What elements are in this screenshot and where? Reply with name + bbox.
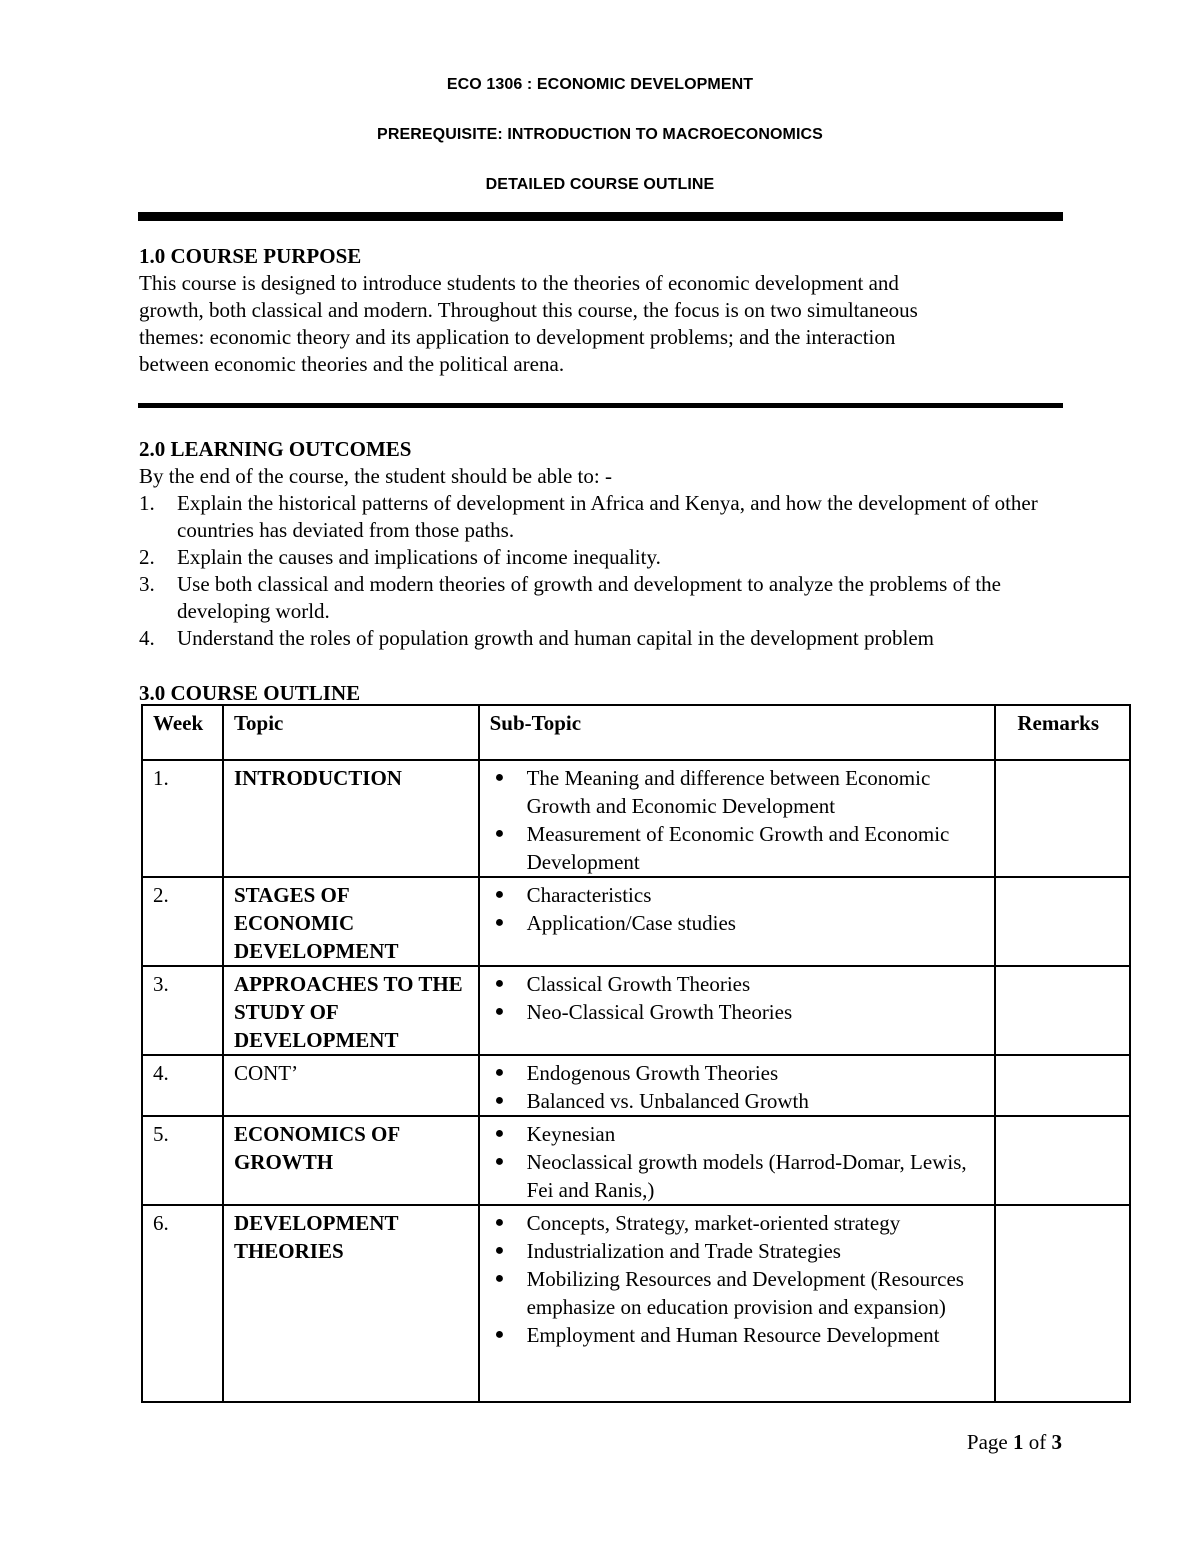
column-header-remarks: Remarks	[995, 705, 1130, 760]
learning-outcomes-list	[139, 490, 1069, 652]
subtopic-cell	[479, 877, 995, 966]
outcome-text: Explain the causes and implications of income inequality.	[177, 545, 661, 569]
bullet-icon: ●	[494, 914, 505, 931]
course-purpose-section	[139, 243, 1069, 378]
remarks-cell	[995, 966, 1130, 1055]
bullet-icon: ●	[494, 769, 505, 786]
page-of: of	[1028, 1430, 1047, 1454]
subtopic-text: Employment and Human Resource Development	[526, 1323, 940, 1347]
week-cell: 3.	[142, 966, 223, 1055]
subtopic-item	[490, 820, 986, 876]
section-divider	[138, 403, 1063, 408]
subtopic-list	[490, 1209, 986, 1349]
subtopic-cell	[479, 760, 995, 877]
section-divider	[138, 212, 1063, 221]
subtopic-text: Measurement of Economic Growth and Economic Development	[526, 822, 950, 874]
subtopic-item	[490, 970, 986, 998]
bullet-icon: ●	[494, 1214, 505, 1231]
outcome-text: Use both classical and modern theories of growth and development to analyze the problems of the developing world.	[177, 572, 1002, 623]
bullet-icon: ●	[494, 1003, 505, 1020]
week-cell: 1.	[142, 760, 223, 877]
subtopic-text: Neo-Classical Growth Theories	[526, 1000, 793, 1024]
week-cell: 2.	[142, 877, 223, 966]
subtopic-list	[490, 764, 986, 876]
subtopic-item	[490, 1321, 986, 1349]
subtopic-item	[490, 1265, 986, 1321]
learning-outcomes-section	[139, 436, 1069, 652]
subtopic-item	[490, 1087, 986, 1115]
topic-cell: INTRODUCTION	[223, 760, 479, 877]
outcome-text: Understand the roles of population growth and human capital in the development problem	[177, 626, 934, 650]
bullet-icon: ●	[494, 886, 505, 903]
subtopic-text: Industrialization and Trade Strategies	[526, 1239, 841, 1263]
course-outline-table	[141, 704, 1131, 1403]
subtopic-text: Classical Growth Theories	[526, 972, 751, 996]
subtopic-text: Keynesian	[526, 1122, 616, 1146]
bullet-icon: ●	[494, 1242, 505, 1259]
subtopic-list	[490, 881, 986, 937]
table-row	[142, 1116, 1130, 1205]
remarks-cell	[995, 1205, 1130, 1402]
bullet-icon: ●	[494, 1326, 505, 1343]
learning-outcome-item	[139, 571, 1069, 625]
course-purpose-line: themes: economic theory and its application to development problems; and the interaction	[139, 325, 896, 349]
subtopic-item	[490, 909, 986, 937]
outcome-number: 2.	[139, 545, 155, 569]
course-purpose-line: growth, both classical and modern. Throughout this course, the focus is on two simultaneous	[139, 298, 918, 322]
subtopic-item	[490, 1148, 986, 1204]
course-outline-section	[139, 680, 1069, 707]
table-row	[142, 1205, 1130, 1402]
remarks-cell	[995, 1116, 1130, 1205]
table-row	[142, 1055, 1130, 1116]
subtopic-text: Application/Case studies	[526, 911, 736, 935]
subtopic-text: Balanced vs. Unbalanced Growth	[526, 1089, 809, 1113]
learning-outcomes-intro: By the end of the course, the student should be able to: -	[139, 464, 612, 488]
week-cell: 6.	[142, 1205, 223, 1402]
remarks-cell	[995, 1055, 1130, 1116]
subtopic-list	[490, 1059, 986, 1115]
topic-cell: STAGES OF ECONOMIC DEVELOPMENT	[223, 877, 479, 966]
topic-cell: DEVELOPMENT THEORIES	[223, 1205, 479, 1402]
learning-outcome-item	[139, 490, 1069, 544]
bullet-icon: ●	[494, 825, 505, 842]
course-outline-heading: 3.0 COURSE OUTLINE	[139, 681, 361, 705]
subtopic-item	[490, 1209, 986, 1237]
subtopic-list	[490, 1120, 986, 1204]
subtopic-text: Neoclassical growth models (Harrod-Domar, Lewis, Fei and Ranis,)	[526, 1150, 967, 1202]
bullet-icon: ●	[494, 1153, 505, 1170]
subtopic-text: Characteristics	[526, 883, 652, 907]
bullet-icon: ●	[494, 1064, 505, 1081]
subtopic-text: Mobilizing Resources and Development (Resources emphasize on education provision and expansion)	[526, 1267, 964, 1319]
subtopic-item	[490, 1120, 986, 1148]
learning-outcomes-heading: 2.0 LEARNING OUTCOMES	[139, 437, 412, 461]
subtopic-cell	[479, 1205, 995, 1402]
course-purpose-line: between economic theories and the political arena.	[139, 352, 565, 376]
subtopic-item	[490, 1059, 986, 1087]
table-row	[142, 877, 1130, 966]
week-cell: 4.	[142, 1055, 223, 1116]
column-header-topic: Topic	[223, 705, 479, 760]
subtopic-cell	[479, 1116, 995, 1205]
topic-cell: ECONOMICS OF GROWTH	[223, 1116, 479, 1205]
outcome-number: 1.	[139, 491, 155, 515]
topic-cell: APPROACHES TO THE STUDY OF DEVELOPMENT	[223, 966, 479, 1055]
prerequisite-line: PREREQUISITE: INTRODUCTION TO MACROECONOMICS	[377, 126, 823, 143]
column-header-subtopic: Sub-Topic	[479, 705, 995, 760]
table-row	[142, 966, 1130, 1055]
learning-outcome-item	[139, 544, 1069, 571]
subtopic-item	[490, 881, 986, 909]
column-header-week: Week	[142, 705, 223, 760]
page-current: 1	[1013, 1430, 1024, 1454]
subtopic-cell	[479, 966, 995, 1055]
subtopic-text: Endogenous Growth Theories	[526, 1061, 779, 1085]
subtopic-text: The Meaning and difference between Economic Growth and Economic Development	[526, 766, 931, 818]
course-purpose-line: This course is designed to introduce students to the theories of economic development and	[139, 271, 899, 295]
table-row	[142, 760, 1130, 877]
bullet-icon: ●	[494, 1125, 505, 1142]
topic-cell: CONT’	[223, 1055, 479, 1116]
outcome-text: Explain the historical patterns of development in Africa and Kenya, and how the development of other countries has deviated from those paths.	[177, 491, 1038, 542]
subtopic-list	[490, 970, 986, 1026]
subtopic-cell	[479, 1055, 995, 1116]
document-type: DETAILED COURSE OUTLINE	[485, 176, 715, 193]
remarks-cell	[995, 760, 1130, 877]
subtopic-item	[490, 764, 986, 820]
outcome-number: 4.	[139, 626, 155, 650]
outcome-number: 3.	[139, 572, 155, 596]
bullet-icon: ●	[494, 1092, 505, 1109]
bullet-icon: ●	[494, 975, 505, 992]
page-prefix: Page	[966, 1430, 1008, 1454]
course-purpose-heading: 1.0 COURSE PURPOSE	[139, 244, 362, 268]
page-number	[900, 1430, 1062, 1455]
course-title: ECO 1306 : ECONOMIC DEVELOPMENT	[446, 76, 754, 93]
week-cell: 5.	[142, 1116, 223, 1205]
learning-outcome-item	[139, 625, 1069, 652]
subtopic-item	[490, 1237, 986, 1265]
table-header-row	[142, 705, 1130, 760]
page-total: 3	[1051, 1430, 1062, 1454]
remarks-cell	[995, 877, 1130, 966]
subtopic-text: Concepts, Strategy, market-oriented strategy	[526, 1211, 901, 1235]
bullet-icon: ●	[494, 1270, 505, 1287]
subtopic-item	[490, 998, 986, 1026]
